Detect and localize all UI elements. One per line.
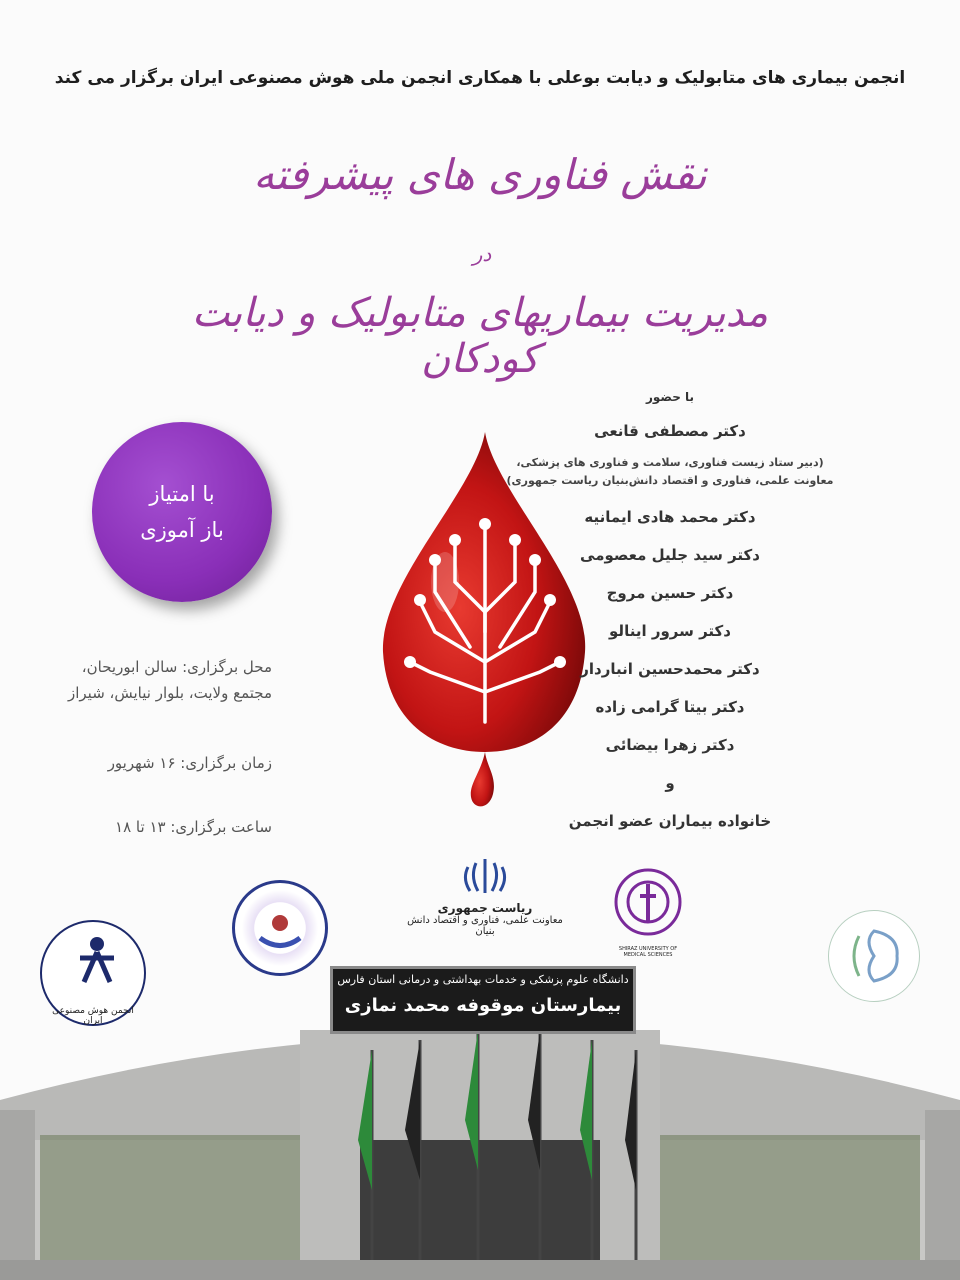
ai-lab-logo — [828, 910, 920, 1002]
sums-label: SHIRAZ UNIVERSITY OF MEDICAL SCIENCES — [618, 946, 678, 958]
speaker-3: دکتر سید جلیل معصومی — [580, 546, 760, 564]
title-line-1: نقش فناوری های پیشرفته — [253, 150, 707, 199]
speaker-2: دکتر محمد هادی ایمانیه — [584, 508, 756, 526]
badge-line-2: باز آموزی — [140, 518, 224, 542]
metabolic-association-logo — [232, 880, 328, 976]
cme-badge — [92, 422, 272, 602]
sums-emblem-icon — [608, 862, 688, 942]
speakers-list — [500, 390, 840, 840]
badge-line-1: با امتیاز — [149, 482, 215, 506]
venue-line-2: مجتمع ولایت، بلوار نیایش، شیراز — [67, 684, 272, 702]
title-connector: در — [472, 242, 492, 266]
hands-child-icon — [235, 883, 325, 973]
speaker-6: دکتر محمدحسین انباردار — [580, 660, 760, 678]
brain-dna-icon — [829, 911, 919, 1001]
sums-logo — [608, 862, 688, 958]
hospital-sign — [330, 966, 636, 1034]
speaker-5: دکتر سرور اینالو — [609, 622, 731, 640]
title-line-2: مدیریت بیماریهای متابولیک و دیابت کودکان — [191, 290, 769, 382]
speaker-1: دکتر مصطفی قانعی — [594, 422, 746, 440]
speaker-1-description: (دبیر ستاد زیست فناوری، سلامت و فناوری های پزشکی، معاونت علمی، فناوری و اقتصاد دانش‌بنیان ریاست جمهوری) — [506, 456, 834, 487]
presidency-label: ریاست جمهوری — [437, 901, 533, 915]
speakers-and: و — [665, 774, 675, 792]
ai-association-label: انجمن هوش مصنوعی ایران — [52, 1006, 134, 1026]
speaker-4: دکتر حسین مروج — [606, 584, 734, 602]
speaker-8: دکتر زهرا بیضائی — [605, 736, 735, 754]
date-info: زمان برگزاری: ۱۶ شهریور — [107, 754, 272, 772]
presidency-logo — [400, 855, 570, 950]
time-info: ساعت برگزاری: ۱۳ تا ۱۸ — [115, 818, 272, 836]
venue-line-1: محل برگزاری: سالن ابوریحان، — [81, 658, 272, 676]
hospital-sign-line-1: دانشگاه علوم پزشکی و خدمات بهداشتی و درمانی استان فارس — [337, 973, 629, 986]
organizer-line: انجمن بیماری های متابولیک و دیابت بوعلی با همکاری انجمن ملی هوش مصنوعی ایران برگزار می کند — [54, 68, 906, 88]
speaker-9: خانواده بیماران عضو انجمن — [568, 812, 772, 830]
speakers-intro: با حضور — [645, 390, 695, 404]
hospital-sign-line-2: بیمارستان موقوفه محمد نمازی — [344, 995, 622, 1016]
venue-info — [68, 654, 272, 706]
iran-emblem-icon — [400, 855, 570, 897]
speaker-7: دکتر بیتا گرامی زاده — [595, 698, 745, 716]
presidency-subtitle: معاونت علمی، فناوری و اقتصاد دانش بنیان — [407, 915, 563, 937]
